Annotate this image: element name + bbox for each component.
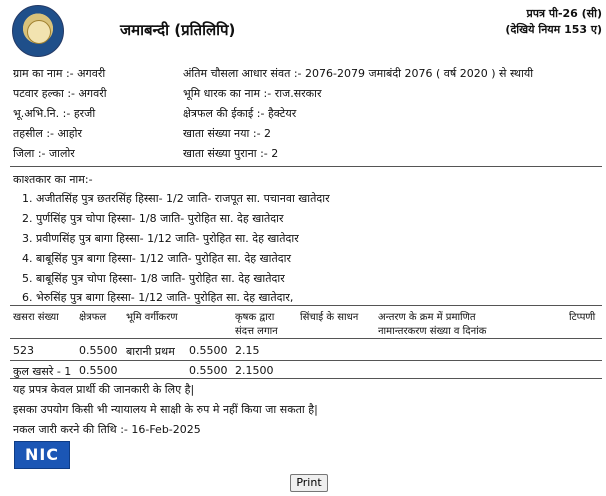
col-area-header: क्षेत्रफल: [79, 312, 107, 323]
cell-rent-total: 2.1500: [235, 364, 274, 377]
divider: [10, 338, 602, 339]
cell-land-class: बारानी प्रथम: [126, 345, 175, 358]
legal-note: इसका उपयोग किसी भी न्यायालय मे साक्षी के रुप मे नहीं किया जा सकता है|: [13, 403, 318, 416]
cell-rent: 2.15: [235, 344, 260, 357]
print-button[interactable]: Print: [290, 474, 328, 492]
cultivator-item: 1. अजीतसिंह पुत्र छतरसिंह हिस्सा- 1/2 जाति- राजपूत सा. पचानवा खातेदार: [22, 192, 330, 205]
settlement-basis: अंतिम चौसला आधार संवत :- 2076-2079 जमाबंदी 2076 ( वर्ष 2020 ) से स्थायी: [183, 67, 534, 80]
cultivator-item: 4. बाबूसिंह पुत्र बागा हिस्सा- 1/12 जाति- पुरोहित सा. देह खातेदार: [22, 252, 291, 265]
cell-khasra-total: कुल खसरे - 1: [13, 365, 72, 378]
divider: [10, 378, 602, 379]
cell-khasra: 523: [13, 344, 34, 357]
cultivator-item: 3. प्रवीणसिंह पुत्र बागा हिस्सा- 1/12 जाति- पुरोहित सा. देह खातेदार: [22, 232, 299, 245]
col-remarks-header: टिप्पणी: [569, 312, 596, 323]
area-unit: क्षेत्रफल की ईकाई :- हैक्टेयर: [183, 107, 297, 120]
cultivator-item: 2. पुर्णसिंह पुत्र चोपा हिस्सा- 1/8 जाति- पुरोहित सा. देह खातेदार: [22, 212, 284, 225]
patwar-circle: पटवार हल्का :- अगवरी: [13, 87, 107, 100]
village-name: ग्राम का नाम :- अगवरी: [13, 67, 106, 80]
rajasthan-emblem-icon: [12, 5, 64, 57]
khata-number-new: खाता संख्या नया :- 2: [183, 127, 272, 140]
landholder-name: भूमि धारक का नाम :- राज.सरकार: [183, 87, 322, 100]
disclaimer-note: यह प्रपत्र केवल प्रार्थी की जानकारी के लिए है|: [13, 383, 195, 396]
col-land-class-header: भूमि वर्गीकरण: [126, 312, 178, 323]
cell-area-2: 0.5500: [189, 344, 228, 357]
rule-reference: (देखिये नियम 153 ए): [505, 23, 602, 36]
col-rent-header-2: संदत्त लगान: [235, 326, 278, 337]
district: जिला :- जालोर: [13, 147, 75, 160]
cell-area: 0.5500: [79, 344, 118, 357]
cultivators-heading: काश्तकार का नाम:-: [13, 173, 93, 186]
cultivator-item: 6. भेरुसिंह पुत्र बागा हिस्सा- 1/12 जाति- पुरोहित सा. देह खातेदार,: [22, 291, 294, 304]
cultivator-item: 5. बाबूसिंह पुत्र चोपा हिस्सा- 1/8 जाति- पुरोहित सा. देह खातेदार: [22, 272, 285, 285]
tehsil: तहसील :- आहोर: [13, 127, 82, 140]
cell-area-2-total: 0.5500: [189, 364, 228, 377]
issue-date: नकल जारी करने की तिथि :- 16-Feb-2025: [13, 423, 201, 436]
col-rent-header-1: कृषक द्वारा: [235, 312, 275, 323]
form-number: प्रपत्र पी-26 (सी): [526, 7, 602, 20]
nic-logo: NIC: [14, 441, 70, 469]
page-title: जमाबन्दी (प्रतिलिपि): [120, 21, 236, 39]
col-mutation-header-1: अन्तरण के क्रम में प्रमाणित: [378, 312, 476, 323]
divider: [10, 166, 602, 167]
land-record-inspector: भू.अभि.नि. :- हरजी: [13, 107, 96, 120]
divider: [10, 305, 602, 306]
col-irrigation-header: सिंचाई के साधन: [300, 312, 359, 323]
khata-number-old: खाता संख्या पुराना :- 2: [183, 147, 279, 160]
col-khasra-header: खसरा संख्या: [13, 312, 59, 323]
cell-area-total: 0.5500: [79, 364, 118, 377]
divider: [10, 360, 602, 361]
col-mutation-header-2: नामान्तरकरण संख्या व दिनांक: [378, 326, 487, 337]
